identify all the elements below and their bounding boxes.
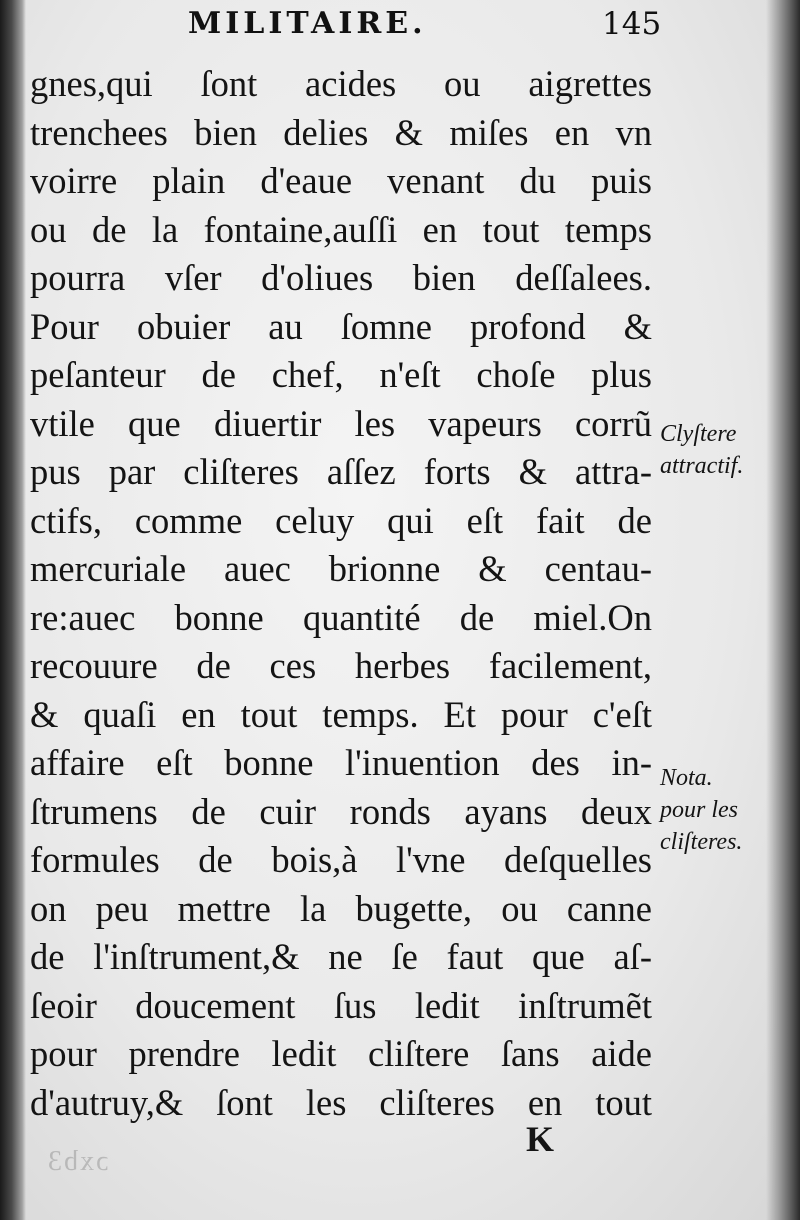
page-number: 145 — [602, 6, 662, 42]
main-text-block — [30, 60, 652, 1127]
binding-gutter — [0, 0, 26, 1220]
page-header — [0, 4, 800, 46]
text-line: mercuriale auec brionne & centau- — [30, 548, 652, 589]
marginal-note-line: Nota. — [660, 765, 713, 791]
text-line: formules de bois,à l'vne deſquelles — [30, 839, 652, 880]
text-line: re:auec bonne quantité de miel.On — [30, 596, 652, 638]
text-line: on peu mettre la bugette, ou canne — [30, 887, 652, 929]
page-edge-shadow — [766, 0, 800, 1220]
text-line: & quaſi en tout temps. Et pour c'eſt — [30, 693, 652, 735]
text-line: trenchees bien delies & miſes en vn — [30, 111, 652, 153]
text-line: affaire eſt bonne l'inuention des in- — [30, 742, 652, 783]
text-line: d'autruy,& ſont les cliſteres en tout — [30, 1081, 652, 1123]
bleed-through-text: ɔxb3 — [46, 1146, 109, 1177]
text-line: gnes,qui ſont acides ou aigrettes — [30, 63, 652, 104]
marginal-note-line: pour les — [660, 797, 738, 823]
text-line: vtile que diuertir les vapeurs corrũ — [30, 402, 652, 444]
marginal-note-line: attractif. — [660, 453, 744, 479]
text-line: ſeoir doucement ſus ledit inſtrumẽt — [30, 984, 652, 1026]
text-line: pourra vſer d'oliues bien deſſalees. — [30, 257, 652, 298]
marginal-note-line: cliſteres. — [660, 829, 743, 855]
marginal-note-clystere — [660, 418, 743, 482]
running-title: MILITAIRE. — [188, 6, 427, 41]
marginal-note-nota — [660, 762, 742, 858]
text-line: peſanteur de chef, n'eſt choſe plus — [30, 354, 652, 395]
text-line: Pour obuier au ſomne profond & — [30, 305, 652, 347]
text-line: voirre plain d'eaue venant du puis — [30, 160, 652, 201]
text-line: de l'inſtrument,& ne ſe faut que aſ- — [30, 936, 652, 977]
text-line: ou de la fontaine,auſſi en tout temps — [30, 208, 652, 250]
signature-mark: K — [526, 1119, 555, 1159]
marginal-note-line: Clyſtere — [660, 421, 737, 447]
text-line: ſtrumens de cuir ronds ayans deux — [30, 790, 652, 832]
text-line: pour prendre ledit cliſtere ſans aide — [30, 1033, 652, 1074]
text-line: recouure de ces herbes facilement, — [30, 645, 652, 686]
text-line: pus par cliſteres aſſez forts & attra- — [30, 451, 652, 492]
text-line: ctifs, comme celuy qui eſt fait de — [30, 499, 652, 541]
